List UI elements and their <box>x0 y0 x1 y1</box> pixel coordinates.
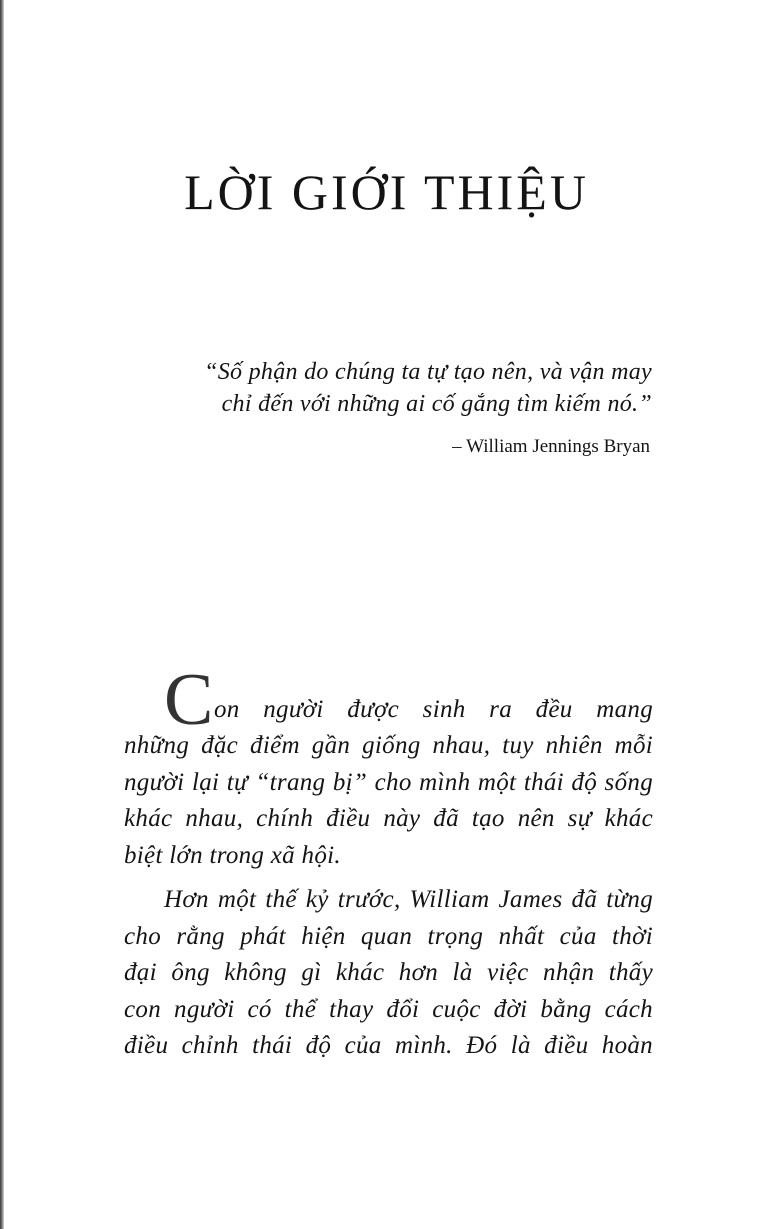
paragraph-line-indented <box>124 882 653 919</box>
paragraph-line: on người được sinh ra đều mang <box>214 695 653 723</box>
paragraph-line-text: Hơn một thế kỷ trước, William James đã từng <box>164 886 653 913</box>
paragraph-line: đại ông không gì khác hơn là việc nhận thấy <box>124 959 653 986</box>
paragraph-line: điều chỉnh thái độ của mình. Đó là điều hoàn <box>124 1032 653 1059</box>
paragraph-line: những đặc điểm gần giống nhau, tuy nhiên mỗi <box>124 732 653 759</box>
first-line <box>124 659 653 741</box>
paragraph-line: người lại tự “trang bị” cho mình một thái độ sống <box>124 768 653 796</box>
epigraph-attribution: – William Jennings Bryan <box>452 436 650 457</box>
paragraph-line: khác nhau, chính điều này đã tạo nên sự khác <box>124 805 653 832</box>
paragraph-line: biệt lớn trong xã hội. <box>124 841 341 869</box>
paragraph-line: con người có thể thay đổi cuộc đời bằng cách <box>124 995 653 1023</box>
paragraph-1 <box>124 659 653 874</box>
paragraph-2 <box>124 882 653 1065</box>
epigraph-line: chỉ đến với những ai cố gắng tìm kiếm nó.” <box>221 391 652 417</box>
body-text <box>124 659 653 1065</box>
drop-cap: C <box>164 659 214 741</box>
epigraph-quote <box>120 356 652 420</box>
epigraph-line: “Số phận do chúng ta tự tạo nên, và vận may <box>204 359 652 385</box>
page-title: LỜI GIỚI THIỆU <box>184 164 589 220</box>
paragraph-line: cho rằng phát hiện quan trọng nhất của thời <box>124 922 653 950</box>
